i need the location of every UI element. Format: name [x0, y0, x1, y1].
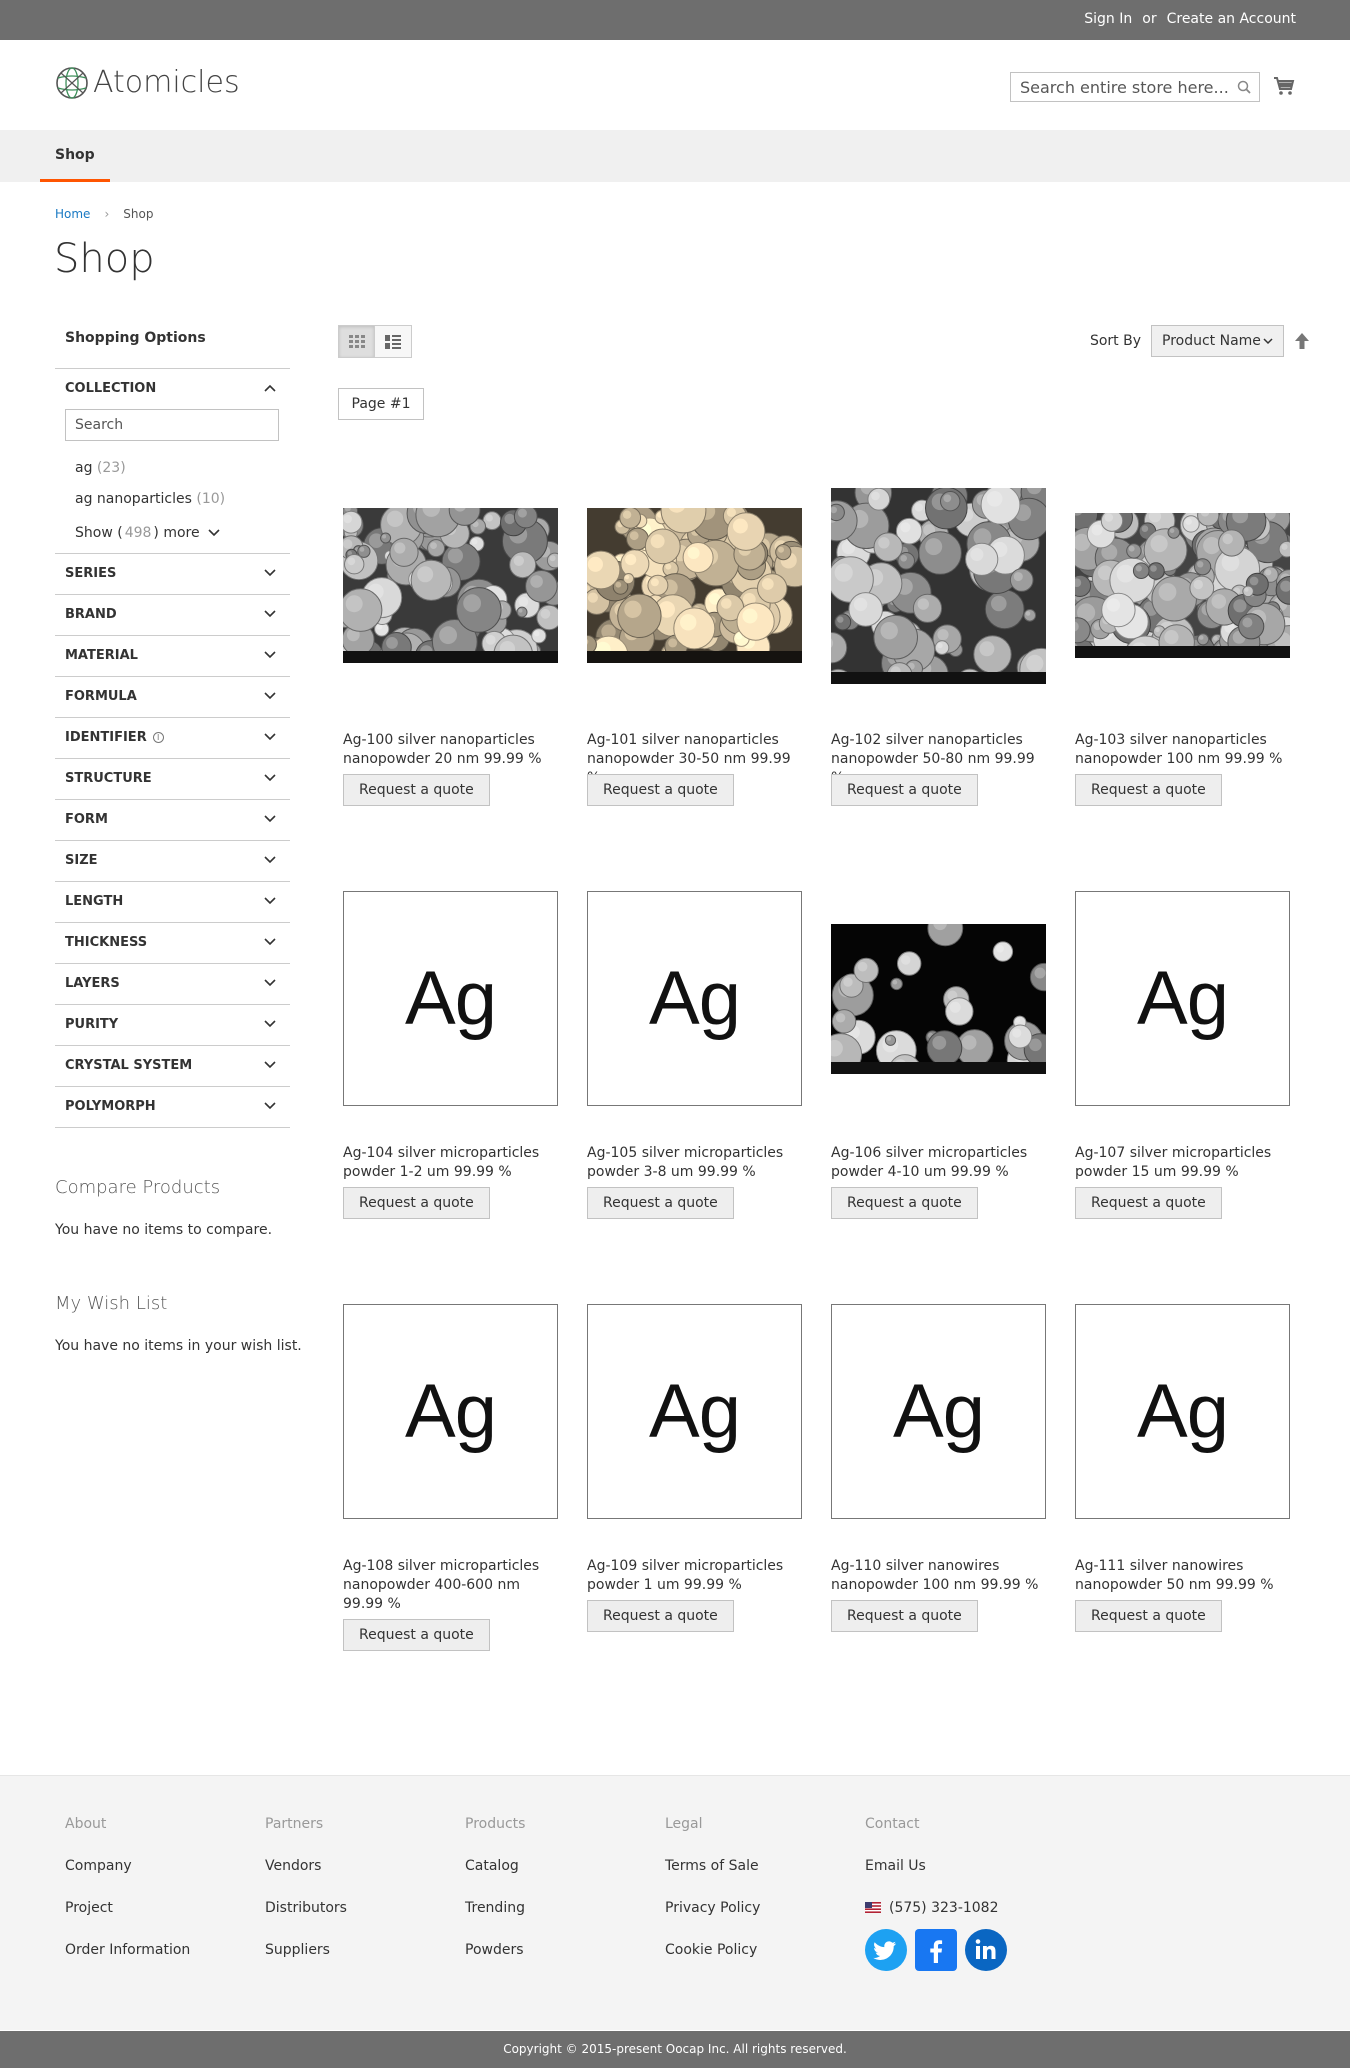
filter-label: POLYMORPH — [65, 1099, 156, 1114]
filter-label: FORMULA — [65, 689, 137, 704]
product-item — [339, 478, 559, 808]
account-links — [1084, 11, 1296, 27]
filter-material — [55, 635, 290, 676]
product-name-link[interactable]: Ag-100 silver nanoparticles nanopowder 20 nm 99.99 % — [343, 732, 542, 767]
product-name-link[interactable]: Ag-105 silver microparticles powder 3-8 um 99.99 % — [587, 1145, 784, 1180]
sort-select[interactable] — [1151, 325, 1284, 357]
facebook-icon[interactable] — [915, 1929, 957, 1971]
breadcrumb-home[interactable]: Home — [55, 207, 91, 221]
product-image[interactable] — [587, 1304, 802, 1519]
us-flag-icon — [865, 1902, 881, 1913]
filter-formula — [55, 676, 290, 717]
request-quote-button[interactable]: Request a quote — [831, 1187, 978, 1219]
filter-thickness — [55, 922, 290, 963]
micrograph-scale-bar — [343, 651, 558, 663]
filter-option-count: (10) — [196, 491, 226, 507]
product-placeholder-image — [343, 891, 558, 1106]
filter-label: BRAND — [65, 607, 117, 622]
filter-option-label: ag — [75, 460, 93, 476]
filter-size — [55, 840, 290, 881]
filter-label: SIZE — [65, 853, 98, 868]
filter-option[interactable] — [55, 484, 290, 515]
micrograph-texture — [831, 924, 1046, 1074]
footer-link[interactable]: Distributors — [265, 1900, 347, 1916]
element-symbol: Ag — [649, 1369, 740, 1454]
list-icon — [385, 335, 401, 349]
copyright: Copyright © 2015-present Oocap Inc. All rights reserved. — [0, 2031, 1350, 2068]
main-navigation — [0, 130, 1350, 182]
product-item — [1071, 1304, 1291, 1634]
product-name-link[interactable]: Ag-106 silver microparticles powder 4-10 um 99.99 % — [831, 1145, 1028, 1180]
chevron-down-icon — [264, 610, 276, 618]
product-name-link[interactable]: Ag-109 silver microparticles powder 1 um 99.99 % — [587, 1558, 784, 1593]
footer-link[interactable]: Trending — [465, 1900, 525, 1916]
filter-collection — [55, 368, 290, 553]
request-quote-button[interactable]: Request a quote — [1075, 1600, 1222, 1632]
product-item — [583, 891, 803, 1221]
show-more-prefix: Show ( — [75, 525, 123, 541]
filter-title[interactable] — [55, 759, 290, 799]
footer-link[interactable]: Project — [65, 1900, 113, 1916]
product-placeholder-image — [587, 1304, 802, 1519]
footer-heading: Partners — [265, 1816, 324, 1832]
filter-layers — [55, 963, 290, 1004]
filter-title[interactable] — [55, 718, 290, 758]
filter-label: THICKNESS — [65, 935, 148, 950]
product-item — [827, 891, 1047, 1221]
chevron-down-icon — [264, 856, 276, 864]
compare-products-empty-text: You have no items to compare. — [55, 1222, 273, 1238]
product-photo — [587, 508, 802, 663]
product-photo — [343, 508, 558, 663]
product-item — [827, 478, 1047, 808]
page-number-button[interactable]: Page #1 — [338, 388, 424, 420]
globe-logo-icon — [55, 66, 89, 100]
footer-heading: About — [65, 1816, 107, 1832]
product-image[interactable] — [1075, 891, 1290, 1106]
element-symbol: Ag — [405, 956, 496, 1041]
filter-form — [55, 799, 290, 840]
filter-title[interactable] — [55, 1046, 290, 1086]
element-symbol: Ag — [1137, 956, 1228, 1041]
view-mode-switcher — [338, 325, 412, 358]
chevron-down-icon — [264, 938, 276, 946]
phone-number-text: (575) 323-1082 — [889, 1900, 999, 1916]
filter-label: SERIES — [65, 566, 117, 581]
linkedin-glyph — [965, 1929, 1007, 1971]
request-quote-button[interactable]: Request a quote — [343, 1187, 490, 1219]
info-icon[interactable]: I — [153, 732, 164, 743]
product-name-link[interactable]: Ag-102 silver nanoparticles nanopowder 50-80 nm 99.99 — [831, 732, 1035, 767]
chevron-down-icon — [1263, 338, 1273, 345]
request-quote-button[interactable]: Request a quote — [587, 1187, 734, 1219]
search-box — [1010, 72, 1260, 102]
collection-search-input[interactable] — [66, 410, 278, 440]
footer-heading: Products — [465, 1816, 526, 1832]
header — [0, 40, 1350, 130]
filter-polymorph — [55, 1086, 290, 1128]
breadcrumb-separator-icon: › — [104, 207, 110, 221]
filter-list — [55, 553, 290, 1128]
product-placeholder-image — [1075, 1304, 1290, 1519]
product-image[interactable] — [587, 478, 802, 693]
filter-option[interactable] — [55, 453, 290, 484]
logo[interactable] — [55, 65, 240, 100]
product-item — [339, 1304, 559, 1643]
page-title: Shop — [54, 236, 155, 282]
product-image[interactable] — [343, 891, 558, 1106]
request-quote-button[interactable]: Request a quote — [587, 1600, 734, 1632]
footer-link[interactable]: Terms of Sale — [665, 1858, 759, 1874]
micrograph-scale-bar — [587, 651, 802, 663]
product-placeholder-image — [1075, 891, 1290, 1106]
filter-title[interactable] — [55, 964, 290, 1004]
filter-label: LENGTH — [65, 894, 124, 909]
filter-label: CRYSTAL SYSTEM — [65, 1058, 193, 1073]
product-name-link[interactable]: Ag-101 silver nanoparticles nanopowder 30-50 nm 99.99 — [587, 732, 791, 767]
filter-title[interactable] — [55, 595, 290, 635]
chevron-down-icon — [264, 733, 276, 741]
request-quote-button[interactable]: Request a quote — [831, 774, 978, 806]
footer-link[interactable]: Privacy Policy — [665, 1900, 761, 1916]
sorter — [1090, 325, 1310, 357]
product-item — [583, 1304, 803, 1634]
footer-link[interactable]: Vendors — [265, 1858, 322, 1874]
element-symbol: Ag — [893, 1369, 984, 1454]
wishlist-empty-text: You have no items in your wish list. — [55, 1338, 302, 1354]
footer-link[interactable]: Suppliers — [265, 1942, 330, 1958]
request-quote-button[interactable]: Request a quote — [343, 1619, 490, 1651]
sort-direction-arrow-icon[interactable] — [1294, 332, 1310, 350]
product-name-link[interactable]: Ag-104 silver microparticles powder 1-2 um 99.99 % — [343, 1145, 540, 1180]
facebook-glyph — [915, 1929, 957, 1971]
chevron-down-icon — [264, 979, 276, 987]
sign-in-link[interactable]: Sign In — [1084, 11, 1133, 27]
product-image[interactable] — [587, 891, 802, 1106]
filter-label: COLLECTION — [65, 381, 157, 396]
footer-link[interactable]: Order Information — [65, 1942, 191, 1958]
product-item — [1071, 891, 1291, 1221]
filter-title[interactable] — [55, 677, 290, 717]
cart-icon[interactable] — [1273, 75, 1295, 97]
twitter-icon[interactable] — [865, 1929, 907, 1971]
grid-icon — [349, 335, 365, 349]
request-quote-button[interactable]: Request a quote — [1075, 774, 1222, 806]
footer-link[interactable]: Powders — [465, 1942, 524, 1958]
chevron-down-icon — [264, 1020, 276, 1028]
search-input[interactable] — [1011, 73, 1231, 101]
element-symbol: Ag — [405, 1369, 496, 1454]
sort-select-value: Product Name — [1162, 333, 1261, 349]
search-icon[interactable] — [1237, 80, 1251, 94]
product-item — [1071, 478, 1291, 808]
filter-label: IDENTIFIER — [65, 730, 147, 745]
or-text: or — [1142, 11, 1157, 27]
chevron-down-icon — [264, 692, 276, 700]
chevron-down-icon — [264, 774, 276, 782]
twitter-glyph — [865, 1929, 907, 1971]
filter-identifier — [55, 717, 290, 758]
chevron-down-icon — [264, 897, 276, 905]
filter-label: PURITY — [65, 1017, 119, 1032]
shopping-options-title: Shopping Options — [65, 330, 206, 346]
filter-label: LAYERS — [65, 976, 120, 991]
product-image[interactable] — [1075, 1304, 1290, 1519]
filter-title[interactable] — [55, 923, 290, 963]
product-image[interactable] — [831, 1304, 1046, 1519]
filter-length — [55, 881, 290, 922]
chevron-down-icon — [264, 1102, 276, 1110]
filter-title[interactable] — [55, 841, 290, 881]
micrograph-texture — [831, 488, 1046, 684]
footer-link[interactable]: Catalog — [465, 1858, 519, 1874]
logo-text: Atomicles — [93, 65, 240, 100]
show-more-button[interactable] — [55, 515, 290, 553]
micrograph-texture — [343, 508, 558, 663]
top-bar — [0, 0, 1350, 40]
product-name-link[interactable]: Ag-111 silver nanowires nanopowder 50 nm 99.99 % — [1075, 1558, 1274, 1593]
filter-title[interactable] — [55, 1005, 290, 1045]
product-image[interactable] — [831, 478, 1046, 693]
product-name-link[interactable]: Ag-108 silver microparticles nanopowder 400-600 nm 99.99 % — [343, 1558, 540, 1612]
footer-heading: Legal — [665, 1816, 703, 1832]
filter-title[interactable] — [55, 800, 290, 840]
footer-heading: Contact — [865, 1816, 920, 1832]
request-quote-button[interactable]: Request a quote — [831, 1600, 978, 1632]
product-image[interactable] — [343, 1304, 558, 1519]
product-placeholder-image — [587, 891, 802, 1106]
product-name-link[interactable]: Ag-103 silver nanoparticles nanopowder 100 nm 99.99 % — [1075, 732, 1283, 767]
count-value: 23 — [102, 460, 121, 476]
show-more-count: 498 — [124, 525, 152, 541]
chevron-down-icon — [264, 1061, 276, 1069]
filter-label: STRUCTURE — [65, 771, 152, 786]
filter-title[interactable] — [55, 1087, 290, 1127]
filter-brand — [55, 594, 290, 635]
filter-title-collection[interactable] — [55, 369, 290, 409]
breadcrumb — [55, 207, 153, 221]
product-placeholder-image — [831, 1304, 1046, 1519]
micrograph-texture — [587, 508, 802, 663]
grid-view-button[interactable] — [338, 325, 375, 358]
filter-series — [55, 553, 290, 594]
product-name-link[interactable]: Ag-107 silver microparticles powder 15 um 99.99 % — [1075, 1145, 1272, 1180]
product-item — [339, 891, 559, 1221]
filter-title[interactable] — [55, 554, 290, 594]
product-item — [827, 1304, 1047, 1634]
footer — [0, 1775, 1350, 2030]
product-name-link[interactable]: Ag-110 silver nanowires nanopowder 100 nm 99.99 % — [831, 1558, 1039, 1593]
micrograph-scale-bar — [831, 1062, 1046, 1074]
chevron-down-icon — [208, 529, 220, 537]
sidebar-filters — [55, 318, 290, 1128]
breadcrumb-current: Shop — [123, 207, 154, 221]
element-symbol: Ag — [649, 956, 740, 1041]
nav-item-shop[interactable]: Shop — [40, 130, 110, 182]
compare-products-title: Compare Products — [55, 1177, 221, 1198]
product-image[interactable] — [831, 891, 1046, 1106]
footer-link[interactable]: Email Us — [865, 1858, 926, 1874]
product-photo — [831, 924, 1046, 1074]
list-view-button[interactable] — [375, 325, 412, 358]
chevron-up-icon — [264, 384, 276, 392]
element-symbol: Ag — [1137, 1369, 1228, 1454]
count-value: 10 — [201, 491, 220, 507]
micrograph-texture — [1075, 513, 1290, 658]
chevron-down-icon — [264, 815, 276, 823]
request-quote-button[interactable]: Request a quote — [587, 774, 734, 806]
collection-search-field — [65, 409, 279, 441]
footer-link[interactable]: Company — [65, 1858, 132, 1874]
product-placeholder-image — [343, 1304, 558, 1519]
filter-crystal-system — [55, 1045, 290, 1086]
filter-title[interactable] — [55, 882, 290, 922]
filter-option-count: (23) — [96, 460, 126, 476]
filter-purity — [55, 1004, 290, 1045]
micrograph-scale-bar — [1075, 646, 1290, 658]
create-account-link[interactable]: Create an Account — [1166, 11, 1296, 27]
filter-label: MATERIAL — [65, 648, 138, 663]
filter-option-label: ag nanoparticles — [75, 491, 192, 507]
phone-number[interactable] — [865, 1900, 999, 1916]
product-item — [583, 478, 803, 808]
chevron-down-icon — [264, 569, 276, 577]
product-photo — [1075, 513, 1290, 658]
filter-structure — [55, 758, 290, 799]
footer-link[interactable]: Cookie Policy — [665, 1942, 758, 1958]
chevron-down-icon — [264, 651, 276, 659]
show-more-suffix: ) more — [153, 525, 200, 541]
micrograph-scale-bar — [831, 672, 1046, 684]
filter-title[interactable] — [55, 636, 290, 676]
request-quote-button[interactable]: Request a quote — [1075, 1187, 1222, 1219]
linkedin-icon[interactable] — [965, 1929, 1007, 1971]
product-image[interactable] — [343, 478, 558, 693]
wishlist-title: My Wish List — [55, 1293, 168, 1314]
sort-by-label: Sort By — [1089, 333, 1141, 349]
product-photo — [831, 488, 1046, 684]
request-quote-button[interactable]: Request a quote — [343, 774, 490, 806]
filter-label: FORM — [65, 812, 108, 827]
product-image[interactable] — [1075, 478, 1290, 693]
